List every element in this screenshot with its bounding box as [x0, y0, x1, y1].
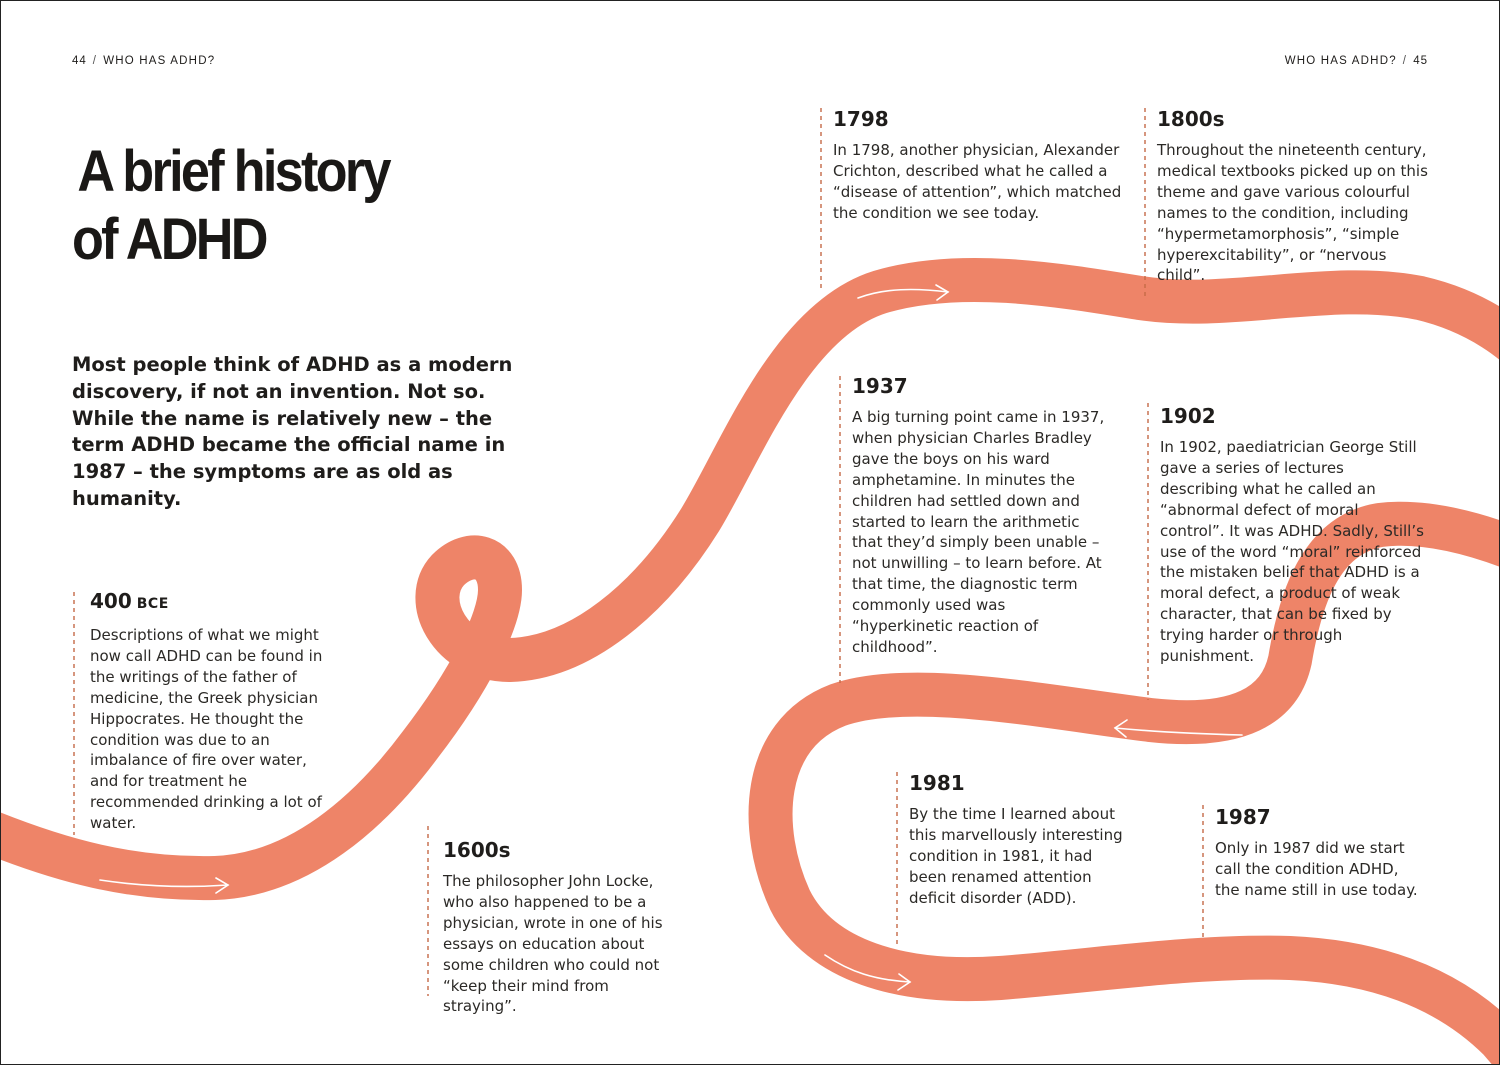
- timeline-entry-1981: [909, 771, 1133, 909]
- entry-text: Throughout the nineteenth century, medical textbooks picked up on this theme and gave various colourful names to the condition, including “hypermetamorphosis”, “simple hyperexcitability”, or “nervous child”.: [1157, 141, 1428, 285]
- entry-year: 1902: [1160, 404, 1216, 428]
- entry-text: The philosopher John Locke, who also happened to be a physician, wrote in one of his essays on education about some children who could not “keep their mind from straying”.: [443, 872, 663, 1016]
- entry-text: By the time I learned about this marvellously interesting condition in 1981, it had been renamed attention deficit disorder (ADD).: [909, 805, 1123, 907]
- left-page-number: 44: [72, 55, 87, 67]
- right-running-header: WHO HAS ADHD? / 45: [1284, 55, 1428, 67]
- timeline-entry-1937: [852, 374, 1110, 658]
- intro-paragraph: Most people think of ADHD as a modern discovery, if not an invention. Not so. While the name is relatively new – the term ADHD became the official name in 1987 – the symptoms are as old as humanity.: [72, 353, 513, 510]
- left-running-title: WHO HAS ADHD?: [103, 55, 216, 67]
- left-running-header: 44 / WHO HAS ADHD?: [72, 55, 216, 67]
- timeline-entry-1987: [1215, 805, 1425, 901]
- timeline-entry-1902: [1160, 404, 1426, 667]
- right-page-number: 45: [1413, 55, 1428, 67]
- timeline-entry-400bce: [90, 589, 326, 834]
- entry-era: BCE: [136, 596, 169, 612]
- page-title-line2: of ADHD: [72, 207, 266, 272]
- timeline-entry-1798: [833, 107, 1123, 224]
- entry-text: In 1798, another physician, Alexander Crichton, described what he called a “disease of attention”, which matched the condition we see today.: [833, 141, 1122, 222]
- entry-year: 1937: [852, 374, 908, 398]
- right-running-title: WHO HAS ADHD?: [1284, 55, 1397, 67]
- entry-text: Only in 1987 did we start call the condition ADHD, the name still in use today.: [1215, 839, 1418, 899]
- entry-text: A big turning point came in 1937, when physician Charles Bradley gave the boys on his ward amphetamine. In minutes the children had settled down and started to learn the arithmetic that they’d simply been unable – not unwilling – to learn before. At that time, the diagnostic term commonly used was “hyperkinetic reaction of childhood”.: [852, 408, 1105, 656]
- entry-year: 1981: [909, 771, 965, 795]
- entry-year: 1600s: [443, 838, 511, 862]
- page-title-line1: A brief history: [77, 139, 389, 204]
- entry-year: 400 BCE: [90, 589, 169, 613]
- entry-year: 1798: [833, 107, 889, 131]
- entry-text: In 1902, paediatrician George Still gave a series of lectures describing what he called an “abnormal defect of moral control”. It was ADHD. Sadly, Still’s use of the word “moral” reinforced the mistaken belief that ADHD is a moral defect, a product of weak character, that can be fixed by trying harder or through punishment.: [1160, 438, 1424, 666]
- page-title: [72, 138, 389, 274]
- entry-year: 1800s: [1157, 107, 1225, 131]
- entry-year: 1987: [1215, 805, 1271, 829]
- timeline-entry-1600s: [443, 838, 683, 1017]
- entry-text: Descriptions of what we might now call ADHD can be found in the writings of the father of medicine, the Greek physician Hippocrates. He thought the condition was due to an imbalance of fire over water, and for treatment he recommended drinking a lot of water.: [90, 626, 323, 833]
- timeline-entry-1800s: [1157, 107, 1437, 286]
